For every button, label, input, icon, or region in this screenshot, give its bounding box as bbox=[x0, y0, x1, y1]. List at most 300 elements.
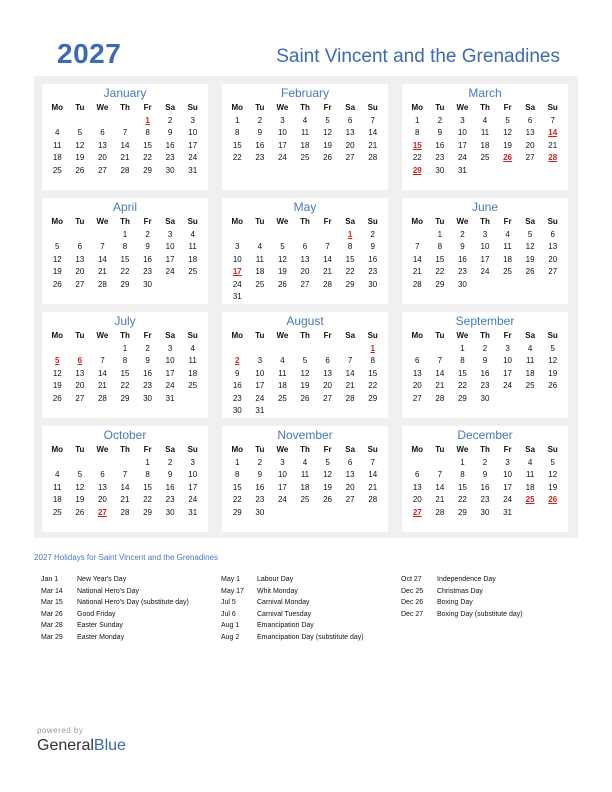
month-name: January bbox=[103, 86, 147, 100]
day: 18 bbox=[300, 140, 310, 150]
holiday-day: 6 bbox=[77, 356, 83, 366]
day-grid bbox=[402, 444, 568, 519]
day: 14 bbox=[120, 482, 130, 492]
weekday-header: Fr bbox=[143, 331, 152, 340]
holiday-name: Boxing Day (substitute day) bbox=[437, 610, 523, 618]
day: 31 bbox=[232, 291, 242, 301]
holiday-row bbox=[401, 574, 523, 586]
day: 16 bbox=[480, 368, 490, 378]
day: 20 bbox=[323, 381, 333, 391]
holiday-column-3 bbox=[401, 574, 523, 620]
day: 13 bbox=[345, 128, 355, 138]
holiday-day: 5 bbox=[55, 356, 60, 366]
day: 21 bbox=[323, 267, 333, 277]
day: 9 bbox=[257, 470, 263, 480]
day-grid bbox=[222, 216, 388, 303]
day: 19 bbox=[75, 495, 85, 505]
day: 28 bbox=[435, 507, 445, 517]
holiday-row bbox=[41, 586, 189, 598]
day: 9 bbox=[460, 242, 465, 252]
day: 26 bbox=[300, 393, 310, 403]
day: 21 bbox=[412, 267, 422, 277]
day: 7 bbox=[437, 470, 443, 480]
day: 5 bbox=[325, 116, 330, 125]
day: 15 bbox=[120, 368, 130, 378]
day: 10 bbox=[457, 128, 467, 138]
day: 20 bbox=[345, 482, 355, 492]
day: 6 bbox=[302, 242, 308, 252]
month-name: October bbox=[103, 428, 147, 442]
holiday-date: Dec 27 bbox=[401, 610, 424, 618]
weekday-header: Tu bbox=[435, 331, 445, 340]
day: 30 bbox=[457, 279, 467, 289]
day: 11 bbox=[53, 140, 62, 150]
day: 15 bbox=[457, 368, 467, 378]
day: 2 bbox=[167, 458, 173, 467]
holiday-day: 28 bbox=[548, 153, 558, 163]
day: 13 bbox=[548, 242, 558, 252]
day: 20 bbox=[525, 140, 535, 150]
day: 26 bbox=[323, 495, 333, 505]
day: 15 bbox=[232, 140, 242, 150]
day: 22 bbox=[435, 267, 445, 277]
day: 30 bbox=[480, 507, 490, 517]
day: 15 bbox=[143, 482, 153, 492]
day: 18 bbox=[480, 140, 490, 150]
holiday-row bbox=[41, 597, 189, 609]
day: 4 bbox=[505, 230, 510, 239]
day: 18 bbox=[525, 368, 535, 378]
day: 24 bbox=[277, 153, 287, 163]
weekday-header: Tu bbox=[435, 217, 445, 226]
day: 26 bbox=[525, 267, 535, 277]
day: 21 bbox=[345, 381, 355, 391]
holiday-day: 26 bbox=[503, 153, 513, 163]
holidays-title: 2027 Holidays for Saint Vincent and the Grenadines bbox=[34, 553, 218, 562]
day: 8 bbox=[235, 470, 240, 480]
day: 1 bbox=[415, 116, 420, 125]
day: 24 bbox=[165, 381, 175, 391]
day: 12 bbox=[52, 254, 62, 264]
weekday-header: Mo bbox=[231, 217, 244, 226]
day: 20 bbox=[97, 495, 107, 505]
day: 6 bbox=[415, 470, 420, 480]
day: 21 bbox=[97, 381, 107, 391]
day: 5 bbox=[280, 242, 285, 252]
empty-cell bbox=[91, 229, 114, 241]
day: 1 bbox=[122, 230, 128, 239]
holiday-date: Mar 28 bbox=[41, 622, 63, 630]
day: 10 bbox=[165, 242, 175, 252]
holiday-name: Good Friday bbox=[77, 610, 116, 618]
day: 17 bbox=[277, 482, 287, 492]
day: 16 bbox=[165, 482, 175, 492]
day: 11 bbox=[53, 482, 62, 492]
weekday-header: Sa bbox=[345, 217, 356, 226]
day: 28 bbox=[368, 495, 378, 505]
day: 19 bbox=[548, 482, 558, 492]
weekday-header: Th bbox=[480, 331, 490, 340]
day: 28 bbox=[368, 153, 378, 163]
day: 10 bbox=[188, 470, 198, 480]
day: 1 bbox=[235, 116, 240, 125]
day: 17 bbox=[188, 482, 198, 492]
day: 22 bbox=[232, 495, 242, 505]
day: 26 bbox=[52, 279, 62, 289]
empty-cell bbox=[316, 343, 339, 355]
day: 30 bbox=[435, 165, 445, 175]
day: 28 bbox=[97, 279, 107, 289]
day: 24 bbox=[188, 153, 198, 163]
day: 2 bbox=[437, 116, 443, 125]
holiday-row bbox=[221, 574, 364, 586]
day-grid bbox=[402, 330, 568, 405]
day: 3 bbox=[167, 344, 173, 353]
day: 2 bbox=[482, 344, 488, 353]
day: 24 bbox=[503, 495, 513, 505]
weekday-header: We bbox=[456, 331, 469, 340]
weekday-header: Su bbox=[367, 217, 378, 226]
day: 8 bbox=[347, 242, 353, 252]
day: 30 bbox=[368, 279, 378, 289]
weekday-header: Sa bbox=[525, 103, 536, 112]
day: 17 bbox=[503, 482, 513, 492]
day: 25 bbox=[255, 279, 265, 289]
day: 4 bbox=[280, 356, 285, 366]
day: 1 bbox=[460, 458, 465, 467]
day: 19 bbox=[503, 140, 513, 150]
day: 5 bbox=[505, 116, 510, 125]
holiday-row bbox=[401, 586, 523, 598]
day: 11 bbox=[300, 128, 310, 138]
day: 13 bbox=[412, 368, 422, 378]
day: 17 bbox=[457, 140, 467, 150]
day: 8 bbox=[460, 470, 465, 480]
empty-cell bbox=[91, 115, 114, 127]
day: 25 bbox=[188, 381, 198, 391]
weekday-header: Mo bbox=[51, 445, 64, 454]
day: 15 bbox=[120, 254, 130, 264]
day: 22 bbox=[368, 381, 378, 391]
day: 3 bbox=[190, 458, 195, 467]
weekday-header: Mo bbox=[51, 217, 64, 226]
empty-cell bbox=[316, 229, 339, 241]
day: 31 bbox=[503, 507, 513, 517]
day: 31 bbox=[188, 165, 198, 175]
day: 22 bbox=[143, 495, 153, 505]
empty-cell bbox=[294, 343, 317, 355]
month-name: June bbox=[471, 200, 499, 214]
day: 24 bbox=[480, 267, 490, 277]
weekday-header: Th bbox=[480, 445, 490, 454]
holiday-day: 15 bbox=[412, 140, 422, 150]
day: 4 bbox=[302, 116, 308, 125]
day: 13 bbox=[323, 368, 333, 378]
holiday-name: Boxing Day bbox=[437, 599, 473, 607]
empty-cell bbox=[91, 343, 114, 355]
day: 12 bbox=[548, 356, 558, 366]
day: 10 bbox=[255, 368, 265, 378]
holiday-date: Jan 1 bbox=[41, 576, 59, 583]
empty-cell bbox=[249, 343, 272, 355]
day: 14 bbox=[323, 254, 333, 264]
weekday-header: Fr bbox=[503, 445, 512, 454]
holiday-date: Aug 2 bbox=[221, 633, 240, 641]
day: 10 bbox=[277, 470, 287, 480]
brand-logo[interactable] bbox=[37, 737, 126, 755]
day: 12 bbox=[277, 254, 287, 264]
weekday-header: We bbox=[456, 445, 469, 454]
day: 27 bbox=[323, 393, 333, 403]
day: 20 bbox=[75, 267, 85, 277]
day: 24 bbox=[165, 267, 175, 277]
day: 29 bbox=[143, 165, 153, 175]
weekday-header: Tu bbox=[255, 445, 265, 454]
day: 6 bbox=[100, 128, 105, 138]
weekday-header: Tu bbox=[75, 445, 85, 454]
day: 15 bbox=[457, 482, 467, 492]
holiday-row bbox=[41, 632, 189, 644]
day: 24 bbox=[277, 495, 287, 505]
day: 16 bbox=[457, 254, 467, 264]
holiday-name: Labour Day bbox=[257, 576, 294, 583]
day: 3 bbox=[190, 116, 195, 125]
day: 12 bbox=[75, 482, 85, 492]
day-grid bbox=[42, 216, 208, 291]
day: 19 bbox=[323, 482, 333, 492]
empty-cell bbox=[271, 229, 294, 241]
day: 4 bbox=[527, 458, 533, 467]
day: 12 bbox=[323, 470, 333, 480]
empty-cell bbox=[226, 343, 249, 355]
day: 22 bbox=[412, 153, 422, 163]
day: 30 bbox=[480, 393, 490, 403]
day: 23 bbox=[368, 267, 378, 277]
day: 12 bbox=[525, 242, 535, 252]
day: 30 bbox=[143, 393, 153, 403]
day: 6 bbox=[527, 116, 533, 125]
month-name: March bbox=[468, 86, 502, 100]
day: 6 bbox=[100, 470, 105, 480]
day: 7 bbox=[122, 470, 128, 480]
day: 28 bbox=[345, 393, 355, 403]
day: 16 bbox=[255, 140, 265, 150]
day: 3 bbox=[257, 356, 263, 366]
weekday-header: Mo bbox=[51, 103, 64, 112]
day: 8 bbox=[145, 470, 150, 480]
day: 18 bbox=[525, 482, 535, 492]
day: 11 bbox=[188, 356, 197, 366]
month-march bbox=[402, 84, 568, 190]
day-grid bbox=[222, 102, 388, 165]
day: 20 bbox=[412, 381, 422, 391]
day: 12 bbox=[300, 368, 310, 378]
day: 2 bbox=[145, 344, 150, 353]
holiday-date: Jul 5 bbox=[221, 599, 236, 607]
weekday-header: Tu bbox=[255, 331, 265, 340]
day: 2 bbox=[370, 230, 375, 239]
empty-cell bbox=[429, 457, 452, 469]
holiday-date: Jul 6 bbox=[221, 610, 236, 618]
day: 18 bbox=[277, 381, 287, 391]
day: 3 bbox=[505, 344, 510, 353]
day: 9 bbox=[370, 242, 375, 252]
day: 5 bbox=[550, 344, 555, 353]
month-name: July bbox=[114, 314, 136, 328]
day: 15 bbox=[368, 368, 378, 378]
day: 17 bbox=[277, 140, 287, 150]
weekday-header: Su bbox=[187, 445, 198, 454]
month-february bbox=[222, 84, 388, 190]
day: 5 bbox=[302, 356, 308, 366]
day: 27 bbox=[548, 267, 558, 277]
day: 25 bbox=[525, 381, 535, 391]
day: 11 bbox=[278, 368, 287, 378]
empty-cell bbox=[114, 457, 137, 469]
day: 16 bbox=[255, 482, 265, 492]
holiday-name: Emancipation Day bbox=[257, 622, 314, 630]
holiday-row bbox=[401, 609, 523, 621]
weekday-header: Tu bbox=[435, 103, 445, 112]
day-grid bbox=[42, 102, 208, 177]
day: 25 bbox=[480, 153, 490, 163]
day: 8 bbox=[122, 356, 128, 366]
day: 2 bbox=[257, 458, 263, 467]
day: 25 bbox=[188, 267, 198, 277]
weekday-header: Tu bbox=[75, 217, 85, 226]
empty-cell bbox=[406, 229, 429, 241]
day: 16 bbox=[435, 140, 445, 150]
day: 11 bbox=[300, 470, 310, 480]
empty-cell bbox=[339, 343, 362, 355]
day: 4 bbox=[482, 116, 488, 125]
day: 9 bbox=[235, 368, 240, 378]
day: 2 bbox=[167, 116, 173, 125]
day: 13 bbox=[345, 470, 355, 480]
day: 9 bbox=[437, 128, 443, 138]
holiday-row bbox=[221, 609, 364, 621]
day: 12 bbox=[75, 140, 85, 150]
day: 17 bbox=[255, 381, 265, 391]
weekday-header: Th bbox=[120, 331, 130, 340]
day: 9 bbox=[167, 470, 173, 480]
country-title: Saint Vincent and the Grenadines bbox=[276, 46, 560, 67]
month-name: August bbox=[286, 314, 324, 328]
day: 23 bbox=[457, 267, 467, 277]
day: 28 bbox=[412, 279, 422, 289]
day: 1 bbox=[460, 344, 465, 353]
day: 13 bbox=[300, 254, 310, 264]
day: 6 bbox=[77, 242, 83, 252]
holiday-column-1 bbox=[41, 574, 189, 644]
day-grid bbox=[222, 330, 388, 417]
weekday-header: Sa bbox=[165, 103, 176, 112]
day: 18 bbox=[188, 368, 198, 378]
weekday-header: Tu bbox=[75, 103, 85, 112]
holiday-column-2 bbox=[221, 574, 364, 644]
day: 19 bbox=[525, 254, 535, 264]
month-name: December bbox=[457, 428, 513, 442]
weekday-header: Mo bbox=[51, 331, 64, 340]
day: 22 bbox=[120, 267, 130, 277]
weekday-header: Th bbox=[120, 103, 130, 112]
day: 18 bbox=[52, 495, 62, 505]
day: 18 bbox=[188, 254, 198, 264]
holiday-date: Dec 25 bbox=[401, 587, 424, 595]
weekday-header: Su bbox=[547, 331, 558, 340]
holiday-date: Mar 26 bbox=[41, 610, 63, 618]
holiday-date: Mar 14 bbox=[41, 587, 63, 595]
day: 28 bbox=[323, 279, 333, 289]
month-may bbox=[222, 198, 388, 304]
holiday-name: Independence Day bbox=[437, 576, 496, 583]
holiday-name: Emancipation Day (substitute day) bbox=[257, 633, 364, 641]
day: 26 bbox=[548, 381, 558, 391]
empty-cell bbox=[69, 343, 92, 355]
weekday-header: We bbox=[96, 217, 109, 226]
day: 23 bbox=[143, 381, 153, 391]
weekday-header: Mo bbox=[231, 331, 244, 340]
day: 26 bbox=[75, 507, 85, 517]
holiday-name: Easter Monday bbox=[77, 633, 125, 641]
day-grid bbox=[222, 444, 388, 519]
day: 27 bbox=[75, 279, 85, 289]
day: 21 bbox=[435, 381, 445, 391]
holiday-row bbox=[221, 620, 364, 632]
month-name: November bbox=[277, 428, 333, 442]
day: 8 bbox=[460, 356, 465, 366]
empty-cell bbox=[46, 229, 69, 241]
day: 20 bbox=[97, 153, 107, 163]
holiday-day: 14 bbox=[548, 128, 558, 138]
day: 16 bbox=[232, 381, 242, 391]
day-grid bbox=[42, 330, 208, 405]
day: 24 bbox=[188, 495, 198, 505]
day: 16 bbox=[368, 254, 378, 264]
day: 15 bbox=[232, 482, 242, 492]
holiday-name: Carnival Monday bbox=[257, 599, 310, 607]
day: 23 bbox=[435, 153, 445, 163]
weekday-header: Th bbox=[120, 217, 130, 226]
day: 31 bbox=[457, 165, 467, 175]
weekday-header: We bbox=[96, 103, 109, 112]
weekday-header: Fr bbox=[143, 445, 152, 454]
weekday-header: Fr bbox=[323, 217, 332, 226]
day: 11 bbox=[480, 128, 490, 138]
day: 10 bbox=[503, 470, 513, 480]
empty-cell bbox=[114, 115, 137, 127]
day: 24 bbox=[457, 153, 467, 163]
day: 4 bbox=[527, 344, 533, 353]
day: 7 bbox=[122, 128, 128, 138]
holiday-day: 1 bbox=[347, 230, 353, 239]
day: 15 bbox=[143, 140, 153, 150]
day: 13 bbox=[75, 254, 85, 264]
day: 15 bbox=[345, 254, 355, 264]
day: 6 bbox=[347, 458, 353, 467]
day: 1 bbox=[235, 458, 240, 467]
day: 12 bbox=[503, 128, 513, 138]
day: 14 bbox=[435, 368, 445, 378]
day: 30 bbox=[165, 507, 175, 517]
weekday-header: Mo bbox=[411, 103, 424, 112]
day: 9 bbox=[482, 470, 488, 480]
empty-cell bbox=[69, 229, 92, 241]
day-grid bbox=[402, 216, 568, 291]
day: 17 bbox=[503, 368, 513, 378]
day: 16 bbox=[143, 254, 153, 264]
weekday-header: Sa bbox=[345, 103, 356, 112]
